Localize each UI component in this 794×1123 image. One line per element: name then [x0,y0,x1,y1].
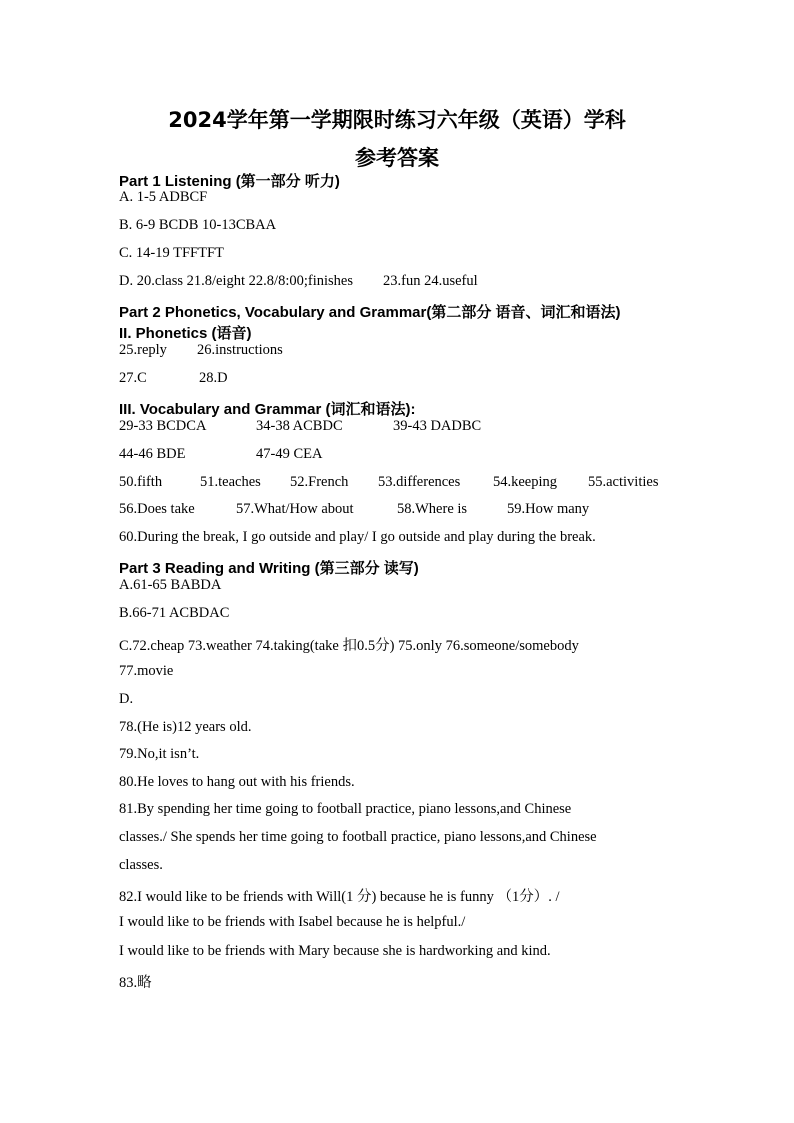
answer-82-line3: I would like to be friends with Mary because she is hardworking and kind. [119,943,551,959]
part3-heading: Part 3 Reading and Writing (第三部分 读写) [119,560,419,577]
answer-82-line2: I would like to be friends with Isabel because he is helpful./ [119,914,466,930]
answer-81-line3: classes. [119,857,163,873]
answer-50: 50.fifth [119,474,163,490]
answer-81-line1: 81.By spending her time going to football practice, piano lessons,and Chinese [119,801,572,817]
answer-line-d: D. 20.class 21.8/eight 22.8/8:00;finishes [119,273,353,289]
answer-28: 28.D [199,370,228,386]
answer-55: 55.activities [588,474,659,490]
answer-51: 51.teaches [200,474,261,490]
answer-56: 56.Does take [119,501,195,517]
answer-27: 27.C [119,370,147,386]
answer-53: 53.differences [378,474,461,490]
answer-part3-c: C.72.cheap 73.weather 74.taking(take 扣0.5分) 75.only 76.someone/somebody [119,638,579,654]
answer-79: 79.No,it isn’t. [119,746,200,762]
answer-part3-a: A.61-65 BABDA [119,577,222,593]
answer-57: 57.What/How about [236,501,354,517]
page-title: 2024学年第一学期限时练习六年级（英语）学科 [168,108,626,132]
answer-52: 52.French [290,474,349,490]
part1-heading: Part 1 Listening (第一部分 听力) [119,173,340,190]
answer-part3-b: B.66-71 ACBDAC [119,605,230,621]
answer-line-a: A. 1-5 ADBCF [119,189,208,205]
vocab-heading: III. Vocabulary and Grammar (词汇和语法): [119,401,416,418]
answer-line-d-cont: 23.fun 24.useful [383,273,478,289]
answer-60: 60.During the break, I go outside and play/ I go outside and play during the break. [119,529,596,545]
answer-54: 54.keeping [493,474,558,490]
part2-heading: Part 2 Phonetics, Vocabulary and Grammar(第二部分 语音、词汇和语法) [119,304,621,321]
answer-part3-d: D. [119,691,134,707]
phonetics-heading: II. Phonetics (语音) [119,325,252,342]
answer-81-line2: classes./ She spends her time going to football practice, piano lessons,and Chinese [119,829,597,845]
answer-59: 59.How many [507,501,590,517]
answer-80: 80.He loves to hang out with his friends. [119,774,355,790]
answer-44-46: 44-46 BDE [119,446,186,462]
answer-39-43: 39-43 DADBC [393,418,482,434]
answer-82-line1: 82.I would like to be friends with Will(1 分) because he is funny （1分）. / [119,889,560,905]
answer-47-49: 47-49 CEA [256,446,323,462]
answer-58: 58.Where is [397,501,468,517]
answer-34-38: 34-38 ACBDC [256,418,343,434]
page-subtitle: 参考答案 [355,146,439,170]
answer-line-b: B. 6-9 BCDB 10-13CBAA [119,217,277,233]
answer-29-33: 29-33 BCDCA [119,418,207,434]
answer-77: 77.movie [119,663,174,679]
answer-25: 25.reply [119,342,167,358]
answer-26: 26.instructions [197,342,283,358]
answer-line-c: C. 14-19 TFFTFT [119,245,224,261]
answer-83: 83.略 [119,975,152,991]
answer-78: 78.(He is)12 years old. [119,719,252,735]
